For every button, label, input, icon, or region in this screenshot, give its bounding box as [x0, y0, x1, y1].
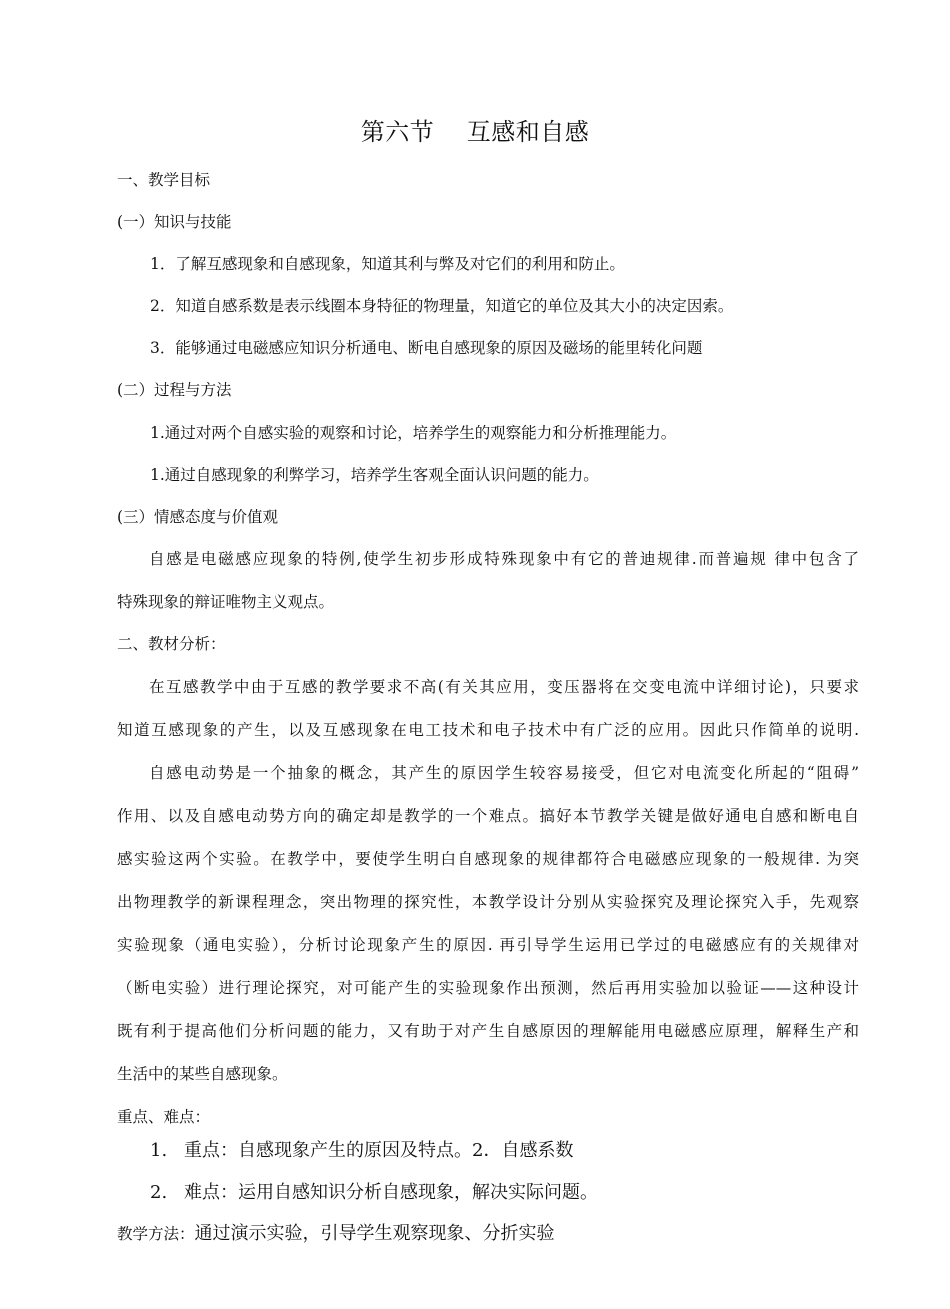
section-heading-objectives: 一、教学目标 — [117, 171, 211, 189]
paragraph-line: 特殊现象的辩证唯物主义观点。 — [117, 593, 335, 611]
section-heading-material-analysis: 二、教材分析： — [117, 635, 226, 653]
list-item: 3．能够通过电磁感应知识分析通电、断电自感现象的原因及磁场的能里转化问题 — [150, 339, 703, 357]
paragraph-line: 知道互感现象的产生，以及互感现象在电工技术和电子技术中有广泛的应用。因此只作简单的说明. — [117, 721, 859, 739]
list-item — [150, 1139, 573, 1163]
list-item: 1.通过自感现象的利弊学习，培养学生客观全面认识问题的能力。 — [150, 466, 599, 484]
list-item — [150, 1181, 598, 1205]
paragraph-line: 自感是电磁感应现象的特例,使学生初步形成特殊现象中有它的普迪规律.而普遍规 律中包含了 — [149, 550, 859, 568]
list-text: 难点：运用自感知识分析自感现象，解决实际问题。 — [184, 1182, 598, 1203]
list-number: 2. — [150, 1182, 168, 1203]
subheading-process-method: (二）过程与方法 — [117, 381, 232, 399]
paragraph-line: 出物理教学的新课程理念，突出物理的探究性，本教学设计分别从实验探究及理论探究入手，先观察 — [117, 893, 859, 911]
subheading-knowledge-skills: (一）知识与技能 — [117, 213, 232, 231]
subheading-attitude-values: (三）情感态度与价值观 — [117, 508, 279, 526]
teaching-method-text: 通过演示实验，引导学生观察现象、分折实验 — [194, 1223, 555, 1244]
teaching-method-label: 教学方法： — [117, 1225, 195, 1243]
paragraph-line: 实验现象（通电实验），分析讨论现象产生的原因. 再引导学生运用已学过的电磁感应有的关规律对 — [117, 936, 859, 954]
page-title: 第六节 互感和自感 — [360, 118, 590, 146]
list-item: 2．知道自感系数是表示线圈本身特征的物理量，知道它的单位及其大小的决定因索。 — [150, 297, 734, 315]
list-text: 重点：自感现象产生的原因及特点。2．自感系数 — [184, 1140, 574, 1161]
paragraph-line: 作用、以及自感电动势方向的确定却是教学的一个难点。搞好本节教学关键是做好通电自感和断电自 — [117, 807, 859, 825]
paragraph-line: 在互感教学中由于互感的教学要求不高(有关其应用，变压器将在交变电流中详细讨论)，只要求 — [149, 678, 859, 696]
paragraph-line: 既有利于提高他们分析问题的能力，又有助于对产生自感原因的理解能用电磁感应原理，解释生产和 — [117, 1022, 859, 1040]
teaching-method — [117, 1222, 555, 1246]
paragraph-line: 自感电动势是一个抽象的概念，其产生的原因学生较容易接受，但它对电流变化所起的“阻碍” — [149, 764, 859, 782]
paragraph-line: 生活中的某些自感现象。 — [117, 1065, 288, 1083]
list-item: 1．了解互感现象和自感现象，知道其利与弊及对它们的利用和防止。 — [150, 255, 625, 273]
section-heading-key-points: 重点、难点： — [117, 1108, 211, 1126]
list-item: 1.通过对两个自感实验的观察和讨论，培养学生的观察能力和分析推理能力。 — [150, 424, 677, 442]
list-number: 1. — [150, 1140, 168, 1161]
paragraph-line: 感实验这两个实验。在教学中，要使学生明白自感现象的规律都符合电磁感应现象的一般规律. 为突 — [117, 850, 859, 868]
paragraph-line: （断电实验）进行理论探究，对可能产生的实验现象作出预测，然后再用实验加以验证——这种设计 — [117, 979, 859, 997]
